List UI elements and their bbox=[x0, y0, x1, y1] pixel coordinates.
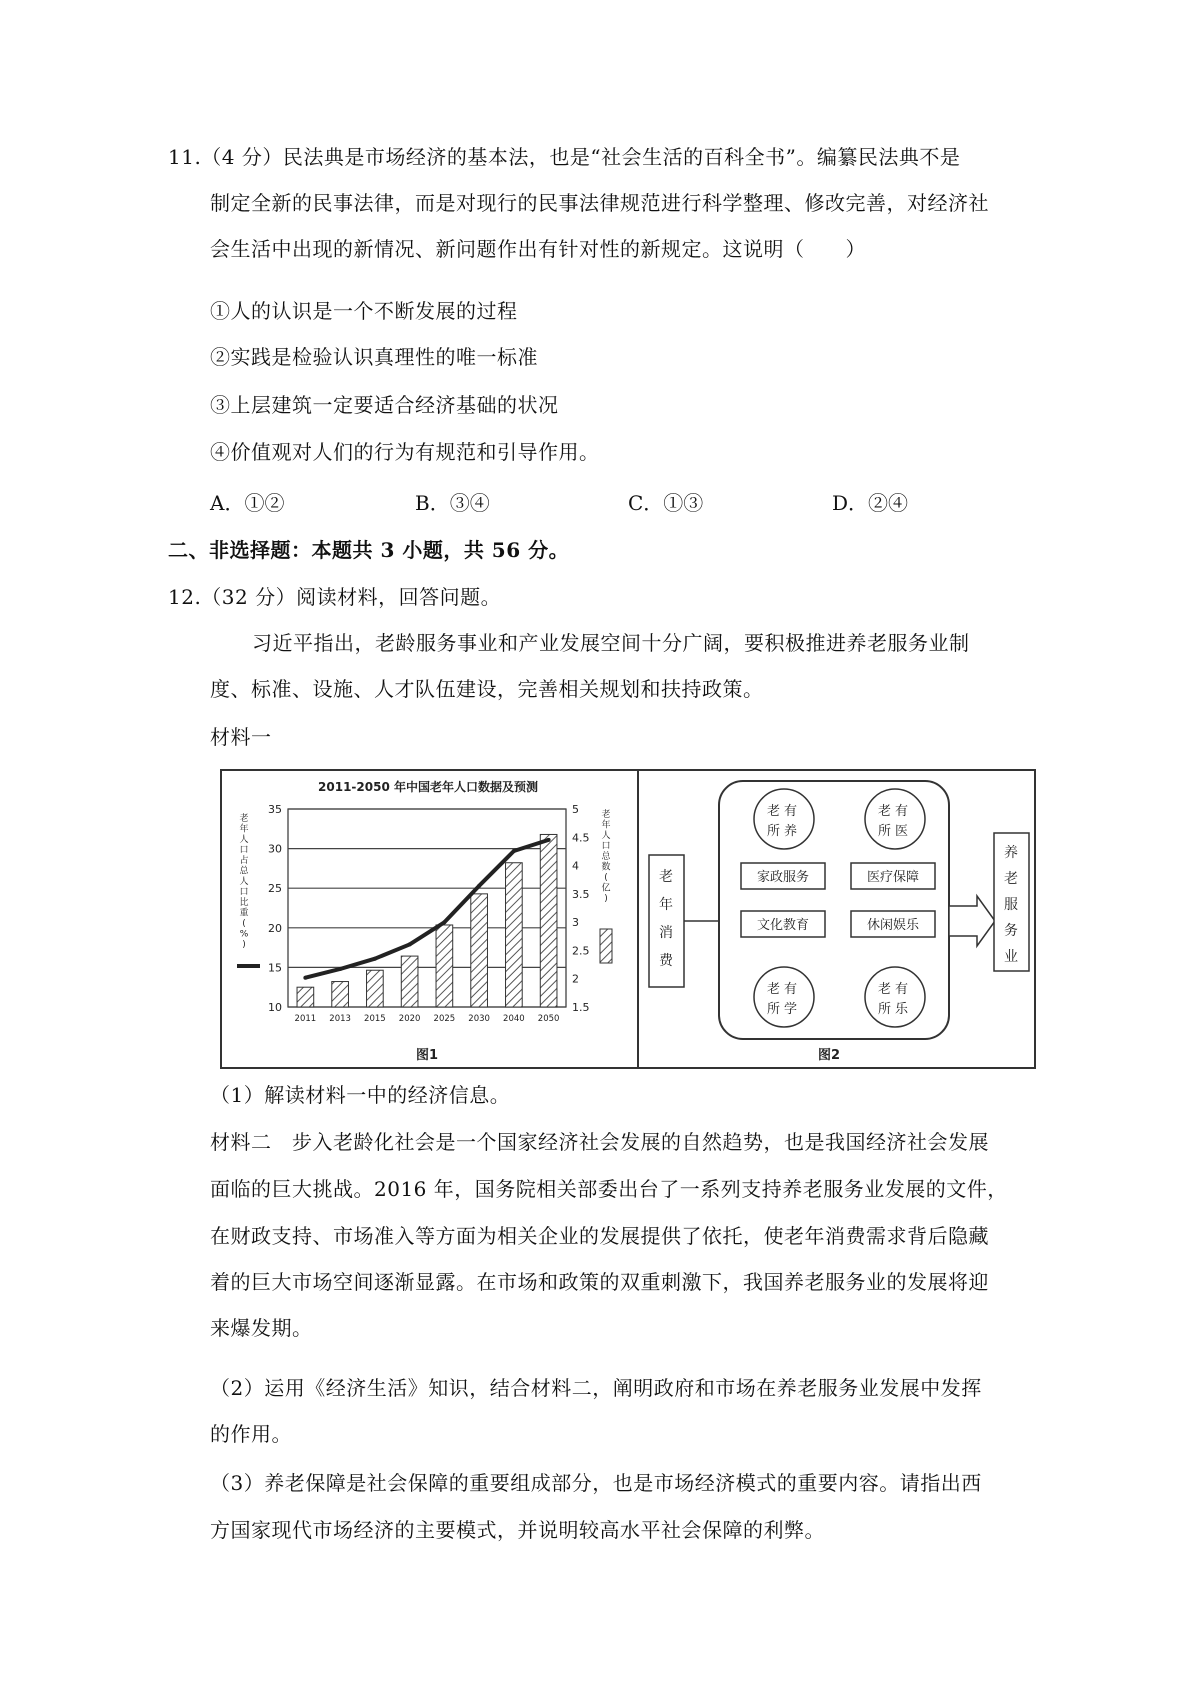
chart-caption: 图1 bbox=[415, 1048, 439, 1063]
ylabel-left-char: 总 bbox=[239, 866, 249, 877]
xtick-label: 2025 bbox=[433, 1014, 456, 1024]
q11-item-1: ①人的认识是一个不断发展的过程 bbox=[210, 299, 518, 323]
circle-2 bbox=[865, 789, 925, 849]
material2-line5: 来爆发期。 bbox=[210, 1316, 313, 1340]
circle-1 bbox=[754, 789, 814, 849]
ylabel-left-char: 口 bbox=[239, 845, 249, 856]
ytick-left: 20 bbox=[268, 921, 282, 935]
xtick-label: 2050 bbox=[537, 1014, 560, 1024]
q11-item-4: ④价值观对人们的行为有规范和引导作用。 bbox=[210, 440, 600, 464]
ytick-right: 3 bbox=[572, 916, 579, 930]
ylabel-left-char: 占 bbox=[239, 856, 249, 866]
ylabel-left-char: ) bbox=[242, 940, 246, 950]
service-label: 文化教育 bbox=[756, 918, 810, 933]
q11-option-d[interactable]: D．②④ bbox=[832, 491, 909, 515]
legend-bar-swatch bbox=[600, 929, 612, 963]
ylabel-right-char: ) bbox=[604, 894, 608, 904]
ylabel-right-char: 年 bbox=[601, 820, 611, 831]
plot-area-frame bbox=[288, 809, 566, 1007]
ytick-right: 5 bbox=[572, 803, 579, 816]
ylabel-right bbox=[601, 808, 611, 904]
bar-2013 bbox=[332, 982, 349, 1007]
ylabel-left-char: 口 bbox=[239, 887, 249, 898]
ylabel-left-char: 比 bbox=[239, 898, 249, 908]
q12-para1-line1: 习近平指出，老龄服务事业和产业发展空间十分广阔，要积极推进养老服务业制 bbox=[252, 631, 970, 655]
circle-label-top: 老有 bbox=[877, 804, 913, 819]
xtick-label: 2011 bbox=[294, 1014, 317, 1024]
circle-label-bottom: 所乐 bbox=[877, 1002, 913, 1017]
bar-2050 bbox=[540, 834, 557, 1007]
bar-2015 bbox=[367, 970, 384, 1007]
q12-sub2-line1: （2）运用《经济生活》知识，结合材料二，阐明政府和市场在养老服务业发展中发挥 bbox=[210, 1376, 982, 1400]
ylabel-right-char: 口 bbox=[601, 841, 611, 852]
line-point-2050 bbox=[547, 838, 551, 842]
left-box-char: 老 bbox=[659, 869, 673, 885]
line-point-2013 bbox=[338, 967, 342, 971]
ylabel-right-char: ( bbox=[604, 873, 608, 883]
ylabel-left bbox=[239, 812, 249, 950]
line-point-2030 bbox=[477, 884, 481, 888]
circle-label-top: 老有 bbox=[766, 804, 802, 819]
figure2-caption: 图2 bbox=[817, 1048, 841, 1063]
material2-line2: 面临的巨大挑战。2016 年，国务院相关部委出台了一系列支持养老服务业发展的文件， bbox=[210, 1177, 1008, 1201]
section2-heading: 二、非选择题：本题共 3 小题，共 56 分。 bbox=[168, 538, 570, 562]
q11-option-b[interactable]: B．③④ bbox=[415, 491, 490, 515]
circle-label-bottom: 所医 bbox=[877, 824, 913, 839]
ylabel-left-char: 老 bbox=[239, 814, 249, 824]
circle-3 bbox=[754, 967, 814, 1027]
circle-label-top: 老有 bbox=[877, 982, 913, 997]
ylabel-left-char: % bbox=[239, 929, 249, 940]
xtick-label: 2040 bbox=[503, 1014, 525, 1024]
material2-line1: 材料二 步入老龄化社会是一个国家经济社会发展的自然趋势，也是我国经济社会发展 bbox=[210, 1130, 989, 1154]
ytick-left: 30 bbox=[268, 842, 282, 856]
circle-label-bottom: 所养 bbox=[766, 824, 802, 839]
left-box-char: 年 bbox=[659, 897, 673, 913]
bar-2040 bbox=[506, 863, 523, 1007]
ylabel-right-char: 总 bbox=[601, 852, 611, 862]
ylabel-left-char: 重 bbox=[239, 908, 249, 919]
service-label: 医疗保障 bbox=[866, 870, 920, 885]
material2-line4: 着的巨大市场空间逐渐显露。在市场和政策的双重刺激下，我国养老服务业的发展将迎 bbox=[210, 1270, 989, 1294]
ytick-left: 15 bbox=[268, 961, 282, 975]
service-label: 休闲娱乐 bbox=[866, 918, 920, 933]
line-point-2015 bbox=[373, 957, 377, 961]
ylabel-left-char: 年 bbox=[239, 824, 249, 835]
q11-item-2: ②实践是检验认识真理性的唯一标准 bbox=[210, 345, 538, 369]
bar-2020 bbox=[401, 956, 418, 1007]
line-point-2011 bbox=[303, 976, 307, 980]
circle-label-bottom: 所学 bbox=[766, 1002, 802, 1017]
xtick-label: 2030 bbox=[468, 1014, 490, 1024]
elder-service-diagram bbox=[639, 771, 1034, 1067]
q12-sub2-line2: 的作用。 bbox=[210, 1422, 292, 1446]
ytick-left: 25 bbox=[268, 882, 282, 896]
q11-line3: 会生活中出现的新情况、新问题作出有针对性的新规定。这说明（ ） bbox=[210, 237, 866, 261]
q11-line2: 制定全新的民事法律，而是对现行的民事法律规范进行科学整理、修改完善，对经济社 bbox=[210, 191, 989, 215]
material1-figure bbox=[220, 769, 1036, 1069]
chart-title: 2011-2050 年中国老年人口数据及预测 bbox=[318, 780, 538, 794]
q12-sub3-line2: 方国家现代市场经济的主要模式，并说明较高水平社会保障的利弊。 bbox=[210, 1518, 825, 1542]
ytick-right: 2 bbox=[572, 972, 579, 986]
xtick-label: 2013 bbox=[329, 1014, 351, 1024]
right-box-char: 老 bbox=[1004, 871, 1018, 887]
line-point-2020 bbox=[408, 942, 412, 946]
q12-para1-line2: 度、标准、设施、人才队伍建设，完善相关规划和扶持政策。 bbox=[210, 677, 764, 701]
ylabel-left-char: ( bbox=[242, 919, 246, 929]
q11-option-c[interactable]: C．①③ bbox=[628, 491, 704, 515]
ylabel-right-char: 数 bbox=[601, 862, 611, 873]
circle-4 bbox=[865, 967, 925, 1027]
ylabel-right-char: 亿 bbox=[601, 883, 611, 894]
line-point-2025 bbox=[442, 920, 446, 924]
q11-options bbox=[210, 488, 970, 518]
ylabel-left-char: 人 bbox=[239, 877, 249, 887]
q11-item-3: ③上层建筑一定要适合经济基础的状况 bbox=[210, 393, 559, 417]
left-box-char: 费 bbox=[659, 953, 673, 969]
q11-option-a[interactable]: A．①② bbox=[210, 491, 285, 515]
material2-line3: 在财政支持、市场准入等方面为相关企业的发展提供了依托，使老年消费需求背后隐藏 bbox=[210, 1224, 989, 1248]
right-box-char: 养 bbox=[1004, 845, 1018, 861]
ylabel-right-char: 老 bbox=[601, 810, 611, 820]
right-box-char: 业 bbox=[1004, 949, 1018, 965]
q11-line1: 11.（4 分）民法典是市场经济的基本法，也是“社会生活的百科全书”。编纂民法典不是 bbox=[168, 145, 961, 169]
left-box-char: 消 bbox=[659, 925, 673, 941]
q12-intro: 12.（32 分）阅读材料，回答问题。 bbox=[168, 585, 502, 609]
ytick-left: 10 bbox=[268, 1001, 282, 1014]
service-label: 家政服务 bbox=[756, 870, 810, 885]
ytick-left: 35 bbox=[268, 803, 282, 816]
bar-2025 bbox=[436, 925, 453, 1007]
q12-sub3-line1: （3）养老保障是社会保障的重要组成部分，也是市场经济模式的重要内容。请指出西 bbox=[210, 1471, 982, 1495]
material1-label: 材料一 bbox=[210, 725, 272, 749]
ytick-right: 3.5 bbox=[572, 887, 590, 901]
ytick-right: 4 bbox=[572, 859, 579, 873]
ylabel-right-char: 人 bbox=[601, 831, 611, 841]
right-box-char: 务 bbox=[1004, 923, 1018, 939]
bar-2011 bbox=[297, 987, 314, 1007]
right-box-char: 服 bbox=[1004, 897, 1018, 913]
circle-label-top: 老有 bbox=[766, 982, 802, 997]
ylabel-left-char: 人 bbox=[239, 835, 249, 845]
line-point-2040 bbox=[512, 849, 516, 853]
arrow-icon bbox=[949, 896, 995, 946]
population-chart bbox=[222, 771, 637, 1067]
ytick-right: 1.5 bbox=[572, 1001, 590, 1014]
bar-2030 bbox=[471, 894, 488, 1007]
xtick-label: 2015 bbox=[364, 1014, 386, 1024]
xtick-label: 2020 bbox=[398, 1014, 421, 1024]
q12-sub1: （1）解读材料一中的经济信息。 bbox=[210, 1083, 511, 1107]
ytick-right: 4.5 bbox=[572, 831, 590, 845]
ytick-right: 2.5 bbox=[572, 944, 590, 958]
